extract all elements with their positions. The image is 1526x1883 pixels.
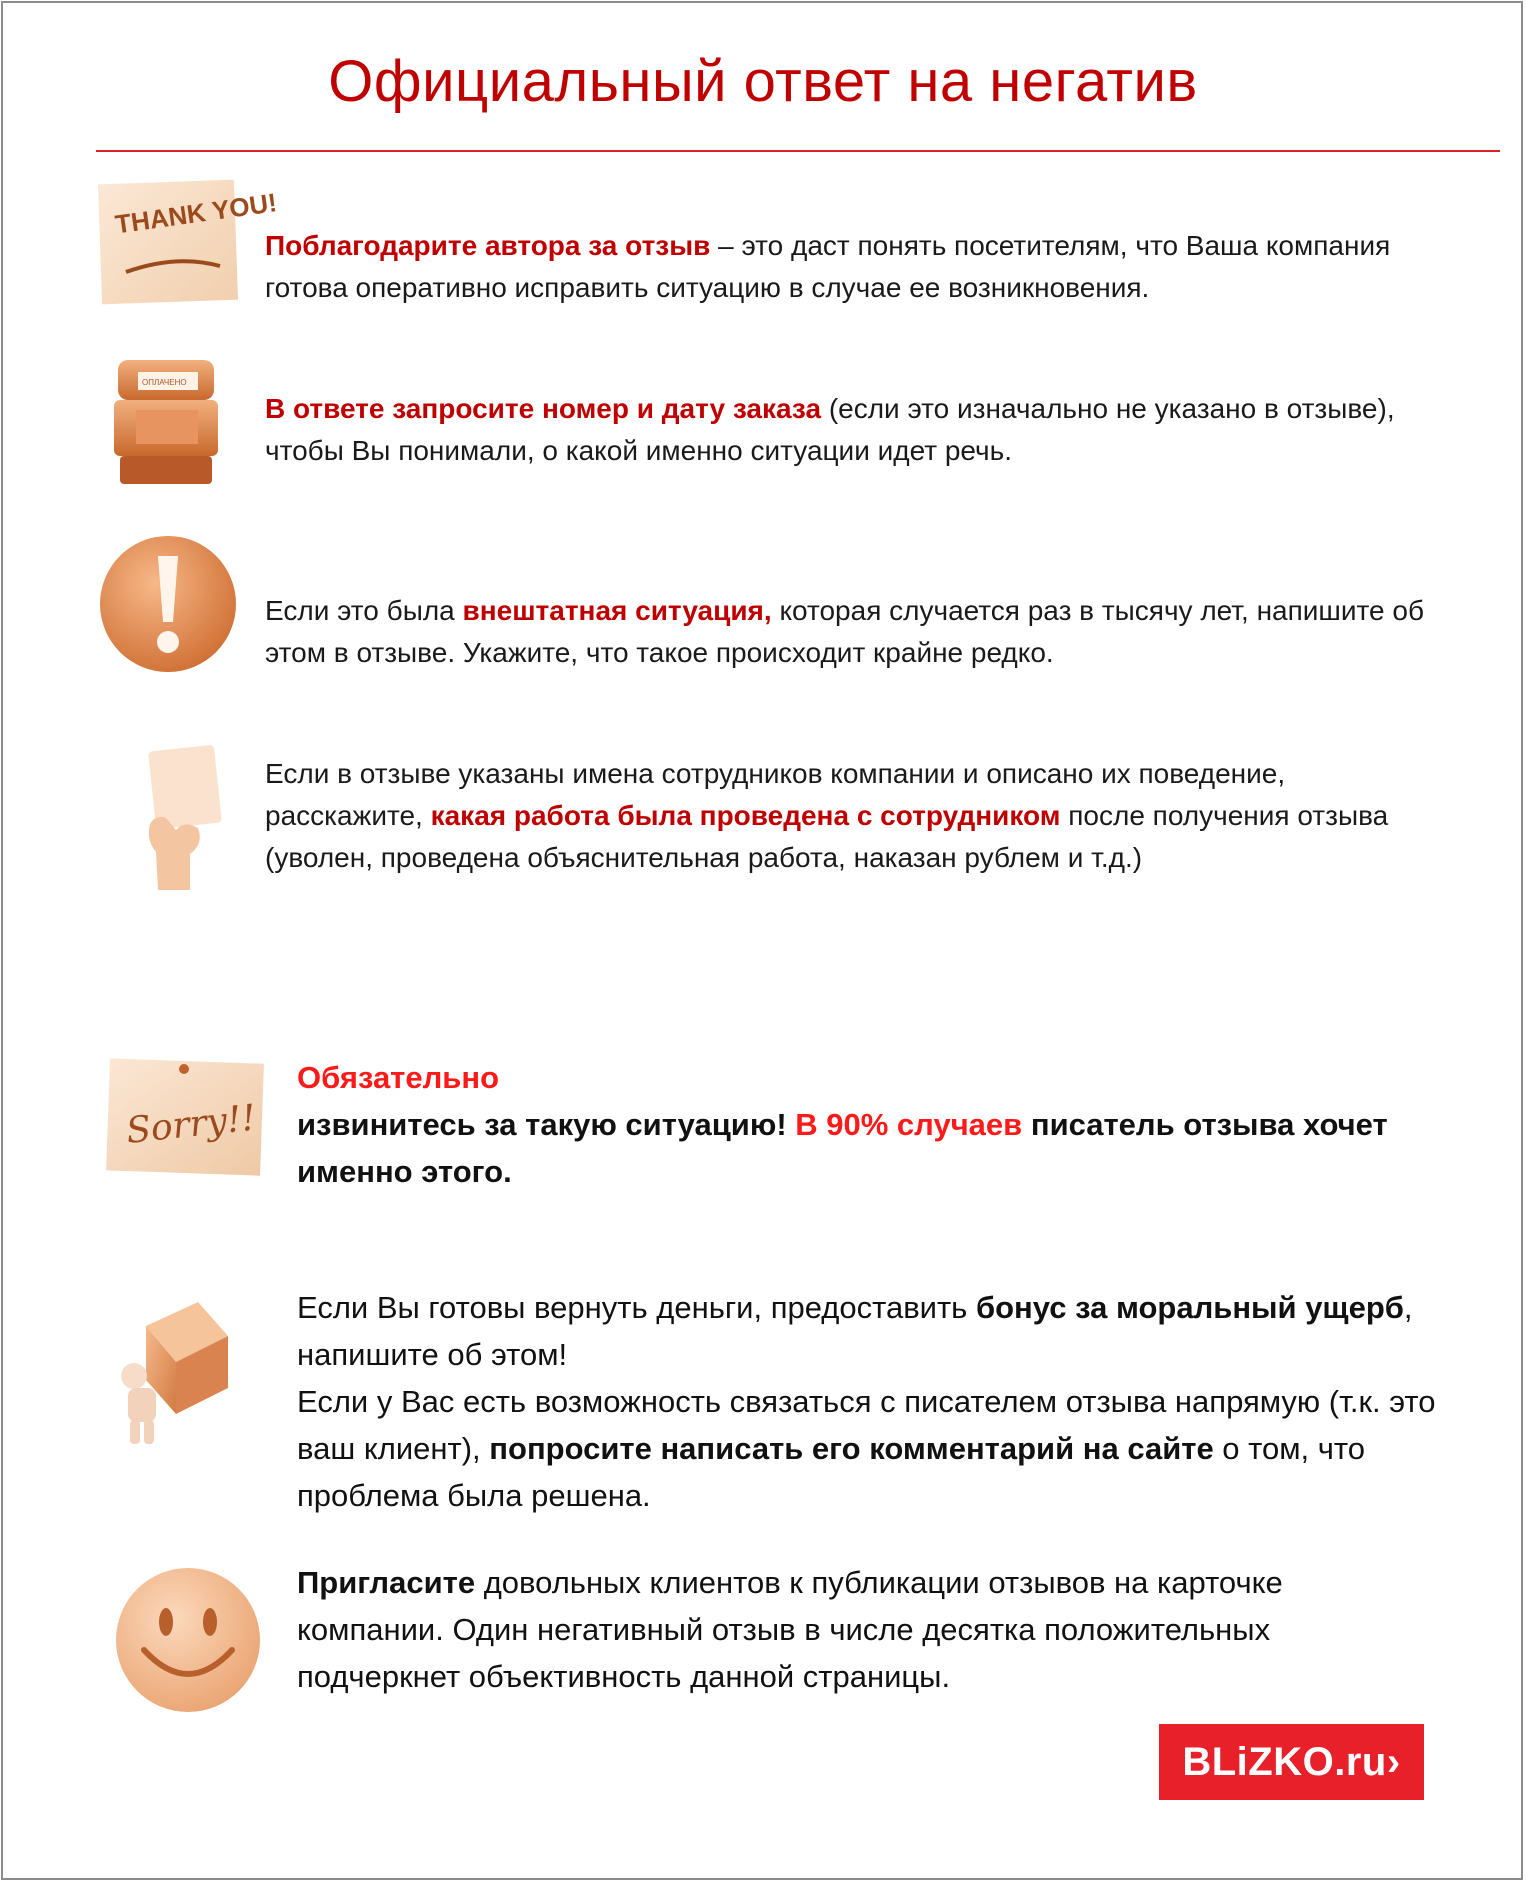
tip-compensation (297, 1284, 1447, 1519)
exclamation-icon (98, 534, 238, 674)
tip-emergency-situation (265, 590, 1425, 674)
tip-request-order-text: (если это изначально не указано в отзыве), чтобы Вы понимали, о какой именно ситуации идет речь. (265, 393, 1395, 466)
page-title: Официальный ответ на негатив (328, 49, 1198, 114)
hand-card-icon (136, 744, 224, 890)
tip-invite-bold: Пригласите (297, 1565, 476, 1600)
title-divider (96, 150, 1500, 152)
tip-employee-action (265, 753, 1425, 879)
thank-you-note-icon (96, 176, 279, 308)
tip-compensation-bold-1: бонус за моральный ущерб (975, 1290, 1404, 1325)
carrying-box-figure-icon (116, 1296, 234, 1446)
tip-invite-text: довольных клиентов к публикации отзывов на карточке компании. Один негативный отзыв в числе десятка положительных подчеркнет объективность данной страницы. (297, 1565, 1283, 1694)
tip-compensation-text-3: Если у Вас есть возможность связаться с писателем отзыва напрямую (т.к. это ваш клиент), (297, 1384, 1436, 1466)
tip-employee-pre: Если в отзыве указаны имена сотрудников компании и описано их поведение, расскажите, (265, 758, 1286, 831)
tip-thank-author-text: – это даст понять посетителям, что Ваша компания готова оперативно исправить ситуацию в случае ее возникновения. (265, 230, 1391, 303)
tip-compensation-bold-2: попросите написать его комментарий на сайте (489, 1431, 1214, 1466)
tip-apologize-highlight: В 90% случаев (795, 1107, 1023, 1142)
tip-apologize-bold-2: писатель отзыва хочет именно этого. (297, 1107, 1388, 1189)
tip-emergency-text: которая случается раз в тысячу лет, напишите об этом в отзыве. Укажите, что такое происходит крайне редко. (265, 595, 1424, 668)
smiley-icon (114, 1566, 262, 1714)
tip-thank-author-highlight: Поблагодарите автора за отзыв (265, 230, 711, 261)
tip-employee-highlight: какая работа была проведена с сотрудником (430, 800, 1061, 831)
tip-employee-text: после получения отзыва (уволен, проведена объяснительная работа, наказан рублем и т.д.) (265, 800, 1389, 873)
thank-you-note-text: THANK YOU! (113, 187, 279, 240)
tip-apologize (297, 1054, 1427, 1195)
paid-stamp-text: ОПЛАЧЕНО (142, 378, 187, 387)
tip-emergency-pre: Если это была (265, 595, 463, 626)
sorry-note-text: Sorry!! (124, 1097, 258, 1152)
paid-stamp-icon (108, 356, 226, 490)
tip-apologize-heading: Обязательно (297, 1060, 500, 1095)
tip-invite-clients (297, 1559, 1427, 1700)
tip-compensation-text-2: , напишите об этом! (297, 1290, 1413, 1372)
sorry-note-icon (104, 1055, 266, 1181)
blizko-logo: BLiZKO.ru› (1159, 1724, 1424, 1800)
tip-compensation-text-4: о том, что проблема была решена. (297, 1431, 1366, 1513)
tip-emergency-highlight: внештатная ситуация, (462, 595, 772, 626)
tip-apologize-bold-1: извинитесь за такую ситуацию! (297, 1107, 796, 1142)
tip-thank-author (265, 225, 1425, 309)
tip-request-order-highlight: В ответе запросите номер и дату заказа (265, 393, 822, 424)
tip-request-order (265, 388, 1425, 472)
tip-compensation-text-1: Если Вы готовы вернуть деньги, предоставить (297, 1290, 976, 1325)
